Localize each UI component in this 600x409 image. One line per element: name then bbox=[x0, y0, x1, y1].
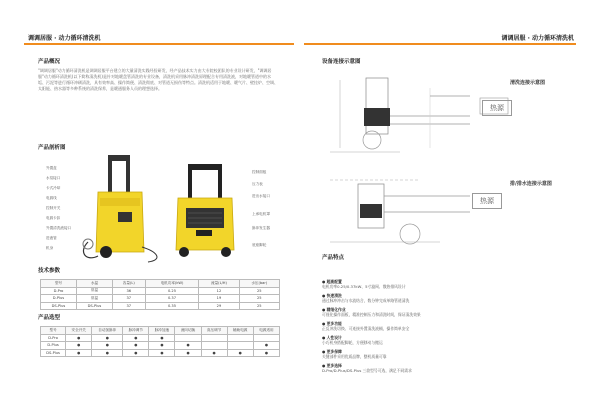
overview-title: 产品概况 bbox=[38, 59, 61, 65]
feature-4-body: 正反冲洗切换、可连接外置清洗液桶，操作简单安全 bbox=[322, 326, 410, 331]
feature-2-body: 通过脉冲冲击与水流结合，数分钟完成单路管道清洗 bbox=[322, 298, 410, 303]
cell: 0.25 bbox=[145, 287, 199, 295]
sel-h-3: 脉冲调节 bbox=[123, 327, 149, 335]
cell: ● bbox=[66, 342, 92, 350]
cell: DS-Plus bbox=[41, 302, 77, 310]
table-row bbox=[41, 302, 280, 310]
label-2: 水泵接口 bbox=[46, 176, 61, 180]
feature-6-body: 关键部件采用优质品牌，整机质量可靠 bbox=[322, 354, 387, 359]
table-row bbox=[41, 287, 280, 295]
cell: ● bbox=[227, 349, 253, 357]
cell: D-Plus bbox=[41, 295, 77, 303]
specs-title: 技术参数 bbox=[38, 268, 61, 274]
rlabel-5: 脉冲发生器 bbox=[252, 226, 270, 230]
cell: ● bbox=[253, 349, 279, 357]
drain-connection-label: 排/排水连接示意图 bbox=[510, 181, 552, 187]
left-header-title: 调调居服 · 动力循环清洗机 bbox=[28, 35, 101, 42]
rlabel-1: 控制面板 bbox=[252, 170, 267, 174]
cell: ● bbox=[66, 349, 92, 357]
cell: D-Pro bbox=[41, 334, 66, 342]
specs-h-1: 水温 bbox=[76, 280, 112, 288]
cell: 0.35 bbox=[145, 302, 199, 310]
cell bbox=[227, 342, 253, 350]
cell: 25 bbox=[239, 302, 279, 310]
cell: ● bbox=[66, 334, 92, 342]
features-title: 产品特点 bbox=[322, 255, 345, 261]
sel-h-1: 安全开关 bbox=[66, 327, 92, 335]
cell: D-Plus bbox=[41, 342, 66, 350]
cleaning-connection-label: 清洗连接示意图 bbox=[510, 80, 546, 86]
left-header bbox=[24, 33, 294, 45]
specs-h-0: 型号 bbox=[41, 280, 77, 288]
cell: 29 bbox=[199, 302, 239, 310]
cell bbox=[227, 334, 253, 342]
label-9: 机身 bbox=[46, 246, 54, 250]
feature-7-body: D-Pro/D-Plus/DS-Plus 三款型号可选，满足不同需求 bbox=[322, 368, 412, 373]
cell: 19 bbox=[199, 295, 239, 303]
label-6: 电源卡扣 bbox=[46, 216, 61, 220]
right-header-bar bbox=[304, 43, 576, 45]
feature-7-head: ● 更多选择 bbox=[322, 363, 342, 368]
sel-h-6: 高压调节 bbox=[201, 327, 227, 335]
selection-title: 产品选型 bbox=[38, 315, 61, 321]
cell: D-Pro bbox=[41, 287, 77, 295]
specs-header-row bbox=[41, 280, 280, 288]
cell bbox=[201, 342, 227, 350]
rlabel-3: 进出水接口 bbox=[252, 194, 270, 198]
label-8: 进液管 bbox=[46, 236, 57, 240]
cell: ● bbox=[201, 349, 227, 357]
right-header-title: 调调居服 · 动力循环清洗机 bbox=[501, 35, 574, 42]
sel-h-4: 脉冲加速 bbox=[149, 327, 175, 335]
cell: DS-Plus bbox=[41, 349, 66, 357]
feature-4 bbox=[322, 321, 409, 331]
cell: ● bbox=[123, 342, 149, 350]
feature-3-head: ● 精细化作业 bbox=[322, 307, 346, 312]
feature-3 bbox=[322, 307, 421, 317]
cell: ● bbox=[253, 342, 279, 350]
cell: 常温 bbox=[76, 295, 112, 303]
cell: ● bbox=[175, 342, 201, 350]
heat-source-box-1: 热源 bbox=[482, 100, 512, 116]
rlabel-2: 压力表 bbox=[252, 182, 263, 186]
cell bbox=[253, 334, 279, 342]
cell: 37 bbox=[112, 295, 145, 303]
specs-h-4: 流量(L/H) bbox=[199, 280, 239, 288]
table-row bbox=[41, 295, 280, 303]
cell: 25 bbox=[239, 295, 279, 303]
specs-table bbox=[40, 279, 280, 310]
cell: 0.37 bbox=[145, 295, 199, 303]
label-5: 控制开关 bbox=[46, 206, 61, 210]
feature-2 bbox=[322, 293, 409, 303]
machine-front-drawing bbox=[172, 158, 242, 258]
sel-h-0: 型号 bbox=[41, 327, 66, 335]
rlabel-6: 底座脚轮 bbox=[252, 243, 267, 247]
table-row bbox=[41, 334, 280, 342]
cell: 常温 bbox=[76, 287, 112, 295]
right-header bbox=[304, 33, 576, 45]
cell bbox=[175, 334, 201, 342]
feature-4-head: ● 更多功能 bbox=[322, 321, 342, 326]
feature-6 bbox=[322, 349, 387, 359]
cell: ● bbox=[175, 349, 201, 357]
sel-h-2: 自动加脉冲 bbox=[92, 327, 123, 335]
cell: ● bbox=[149, 334, 175, 342]
table-row bbox=[41, 342, 280, 350]
label-1: 外置盒 bbox=[46, 166, 57, 170]
sel-h-8: 电源适用 bbox=[253, 327, 279, 335]
cell: ● bbox=[149, 349, 175, 357]
install-title: 设备连接示意图 bbox=[322, 59, 361, 65]
label-3: 卡式冷却 bbox=[46, 186, 61, 190]
selection-header-row bbox=[41, 327, 280, 335]
cell: 37 bbox=[112, 302, 145, 310]
diagram-title: 产品剖析图 bbox=[38, 145, 66, 151]
cell: ● bbox=[92, 349, 123, 357]
sel-h-7: 辅助电源 bbox=[227, 327, 253, 335]
specs-h-5: 水压(bar) bbox=[239, 280, 279, 288]
feature-1-body: 电机功率0.25/0.37kW、5寸滤网、散热排风设计 bbox=[322, 284, 406, 289]
cell: ● bbox=[123, 349, 149, 357]
feature-1-head: ● 超高配置 bbox=[322, 279, 342, 284]
cell bbox=[201, 334, 227, 342]
cell: ● bbox=[92, 342, 123, 350]
table-row bbox=[41, 349, 280, 357]
rlabel-4: 上承电机罩 bbox=[252, 212, 270, 216]
overview-text: "调调居服"动力循环清洗机是调调居服平台建立的大量清洗实践经验研发，经产品技术实力由大专院校团队的专业设计研发，"调调居服"动力循环清洗机(以下简称清洗机)是针对地暖盘管清洗的专业设备，清洗机采用脉冲清洗原理配合专用清洗液，对地暖管道中的水垢、污泥等进行循环冲刷清洗，具有效率高、操作简便、清洗彻底、对管道无损伤等特点。清洗机适用于地暖、暖气片、壁挂炉、空调、太阳能、热水器等多种系统的清洗保养，是暖通服务人员的理想选择。 bbox=[38, 68, 278, 91]
cell: 12 bbox=[199, 287, 239, 295]
feature-6-head: ● 更多保障 bbox=[322, 349, 342, 354]
left-header-bar bbox=[24, 43, 294, 45]
cell: ● bbox=[92, 334, 123, 342]
label-7: 外置清洗液接口 bbox=[46, 226, 72, 230]
feature-5 bbox=[322, 335, 383, 345]
specs-h-2: 容量(L) bbox=[112, 280, 145, 288]
machine-side-drawing bbox=[78, 152, 168, 264]
sel-h-5: 流向切换 bbox=[175, 327, 201, 335]
feature-7 bbox=[322, 363, 412, 373]
cell: ● bbox=[149, 342, 175, 350]
cell: ● bbox=[123, 334, 149, 342]
heat-source-box-2: 热源 bbox=[472, 193, 502, 209]
specs-h-3: 电机功率(kW) bbox=[145, 280, 199, 288]
feature-3-body: 可视化操作面板，精准控制压力和清洗时间，保证清洗效果 bbox=[322, 312, 421, 317]
cell: 36 bbox=[112, 287, 145, 295]
feature-5-head: ● 人性设计 bbox=[322, 335, 342, 340]
selection-table bbox=[40, 326, 280, 357]
cell: DS-Plus bbox=[76, 302, 112, 310]
feature-2-head: ● 快速清洗 bbox=[322, 293, 342, 298]
cell: 25 bbox=[239, 287, 279, 295]
feature-5-body: 小巧机身搭配脚轮，方便移动与搬运 bbox=[322, 340, 383, 345]
label-4: 电源线 bbox=[46, 196, 57, 200]
feature-1 bbox=[322, 279, 406, 289]
